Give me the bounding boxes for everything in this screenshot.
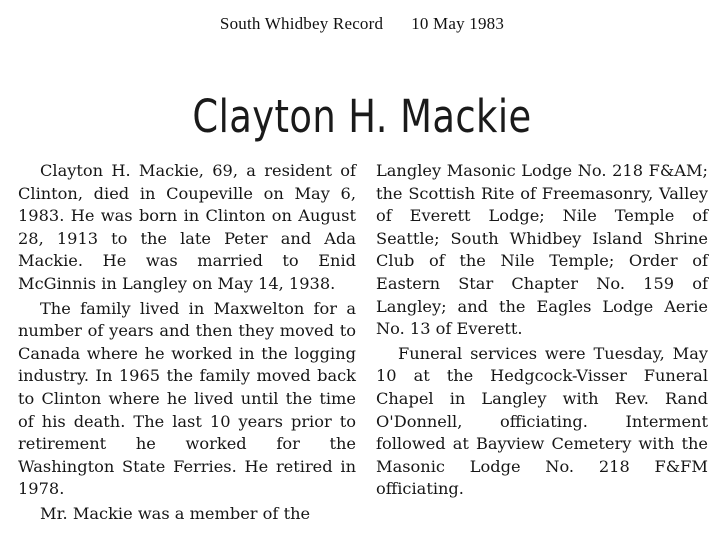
publication-date: 10 May 1983 xyxy=(411,14,505,33)
paragraph-family-history: The family lived in Maxwelton for a number of years and then they moved to Canada where he worked in the logging industry. In 1965 the family moved back to Clinton where he lived until the time of his death. The last 10 years prior to retirement he worked for the Washington State Ferries. He retired in 1978. xyxy=(18,298,356,499)
paragraph-biography: Clayton H. Mackie, 69, a resident of Clinton, died in Coupeville on May 6, 1983. He was born in Clinton on August 28, 1913 to the late Peter and Ada Mackie. He was married to Enid McGinnis in Langley on May 14, 1938. xyxy=(18,161,356,293)
paragraph-memberships-continued: Langley Masonic Lodge No. 218 F&AM; the Scottish Rite of Freemasonry, Valley of Everett Lodge; Nile Temple of Seattle; South Whidbey Island Shrine Club of the Nile Temple; Order of Eastern Star Chapter No. 159 of Langley; and the Eagles Lodge Aerie No. 13 of Everett. xyxy=(376,161,708,339)
article-column-left xyxy=(18,160,356,526)
paragraph-memberships-start: Mr. Mackie was a member of the xyxy=(40,503,311,523)
newspaper-header xyxy=(0,14,724,34)
paragraph-funeral-services: Funeral services were Tuesday, May 10 at the Hedgcock-Visser Funeral Chapel in Langley with Rev. Rand O'Donnell, officiating. Interment followed at Bayview Cemetery with the Masonic Lodge No. 218 F&FM officiating. xyxy=(376,343,708,499)
article-column-right xyxy=(376,160,708,501)
publication-name: South Whidbey Record xyxy=(219,14,384,33)
obituary-headline: Clayton H. Mackie xyxy=(192,90,532,143)
